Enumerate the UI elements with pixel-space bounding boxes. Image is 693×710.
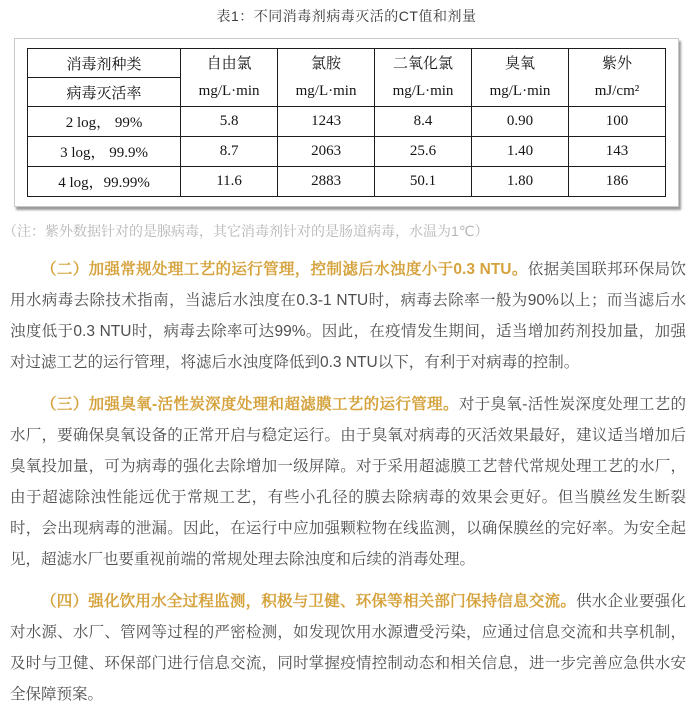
table-corner-bottom: 病毒灭活率 [28,78,181,107]
page-title: 表1：不同消毒剂病毒灭活的CT值和剂量 [216,8,477,24]
column-header-chlorine-dioxide [375,49,472,107]
cell-value: 100 [568,107,665,137]
table-row [28,107,666,137]
table-corner-top: 消毒剂种类 [28,49,181,78]
cell-value: 5.8 [181,107,278,137]
paragraph [10,254,686,378]
cell-value: 8.7 [181,137,278,167]
paragraph-body: 依据美国联邦环保局饮用水病毒去除技术指南，当滤后水浊度在0.3-1 NTU时，病毒去除率一般为90%以上；而当滤后水浊度低于0.3 NTU时，病毒去除率可达99%。因此，在疫情发生期间，适当增加药剂投加量，加强对过滤工艺的运行管理，将滤后水浊度降低到0.3 NTU以下，有利于对病毒的控制。 [10,261,686,371]
cell-value: 0.90 [472,107,569,137]
row-label-3log: 3 log， 99.9% [28,137,181,167]
column-header-chloramine [278,49,375,107]
cell-value: 25.6 [375,137,472,167]
column-unit: mJ/cm² [594,82,640,99]
paragraph-body: 供水企业要强化对水源、水厂、管网等过程的严密检测，如发现饮用水源遭受污染，应通过信息交流和共享机制，及时与卫健、环保部门进行信息交流，同时掌握疫情控制动态和相关信息，进一步完善应急供水安全保障预案。 [10,593,686,703]
paragraph [10,586,686,710]
column-header-uv [568,49,665,107]
table-note: （注：紫外数据针对的是腺病毒，其它消毒剂针对的是肠道病毒，水温为1℃） [3,223,489,239]
table-card [14,38,679,207]
cell-value: 186 [568,167,665,197]
cell-value: 50.1 [375,167,472,197]
column-header-free-chlorine [181,49,278,107]
column-unit: mg/L·min [489,82,551,99]
cell-value: 143 [568,137,665,167]
cell-value: 2063 [278,137,375,167]
table-row [28,167,666,197]
table-row [28,137,666,167]
column-unit: mg/L·min [392,82,454,99]
column-name: 二氧化氯 [393,55,454,72]
row-label-2log: 2 log， 99% [28,107,181,137]
column-name: 自由氯 [206,55,252,72]
column-unit: mg/L·min [295,82,357,99]
column-name: 氯胺 [311,55,342,72]
table-header-row-top [28,49,666,78]
column-name: 臭氧 [504,55,535,72]
article-body [0,254,693,710]
paragraph [10,389,686,575]
cell-value: 2883 [278,167,375,197]
cell-value: 11.6 [181,167,278,197]
ct-value-table [27,48,666,197]
cell-value: 1.80 [472,167,569,197]
cell-value: 1.40 [472,137,569,167]
row-label-4log: 4 log，99.99% [28,167,181,197]
paragraph-body: 对于臭氧-活性炭深度处理工艺的水厂，要确保臭氧设备的正常开启与稳定运行。由于臭氧对病毒的灭活效果最好，建议适当增加后臭氧投加量，可为病毒的强化去除增加一级屏障。对于采用超滤膜工艺替代常规处理工艺的水厂，由于超滤除浊性能远优于常规工艺，有些小孔径的膜去除病毒的效果会更好。但当膜丝发生断裂时，会出现病毒的泄漏。因此，在运行中应加强颗粒物在线监测，以确保膜丝的完好率。为安全起见，超滤水厂也要重视前端的常规处理去除浊度和后续的消毒处理。 [10,396,686,568]
column-name: 紫外 [601,55,632,72]
paragraph-heading: （二）加强常规处理工艺的运行管理，控制滤后水浊度小于0.3 NTU。 [41,261,528,278]
paragraph-heading: （四）强化饮用水全过程监测，积极与卫健、环保等相关部门保持信息交流。 [41,593,577,610]
paragraph-heading: （三）加强臭氧-活性炭深度处理和超滤膜工艺的运行管理。 [41,396,459,413]
cell-value: 1243 [278,107,375,137]
column-unit: mg/L·min [198,82,260,99]
column-header-ozone [472,49,569,107]
cell-value: 8.4 [375,107,472,137]
